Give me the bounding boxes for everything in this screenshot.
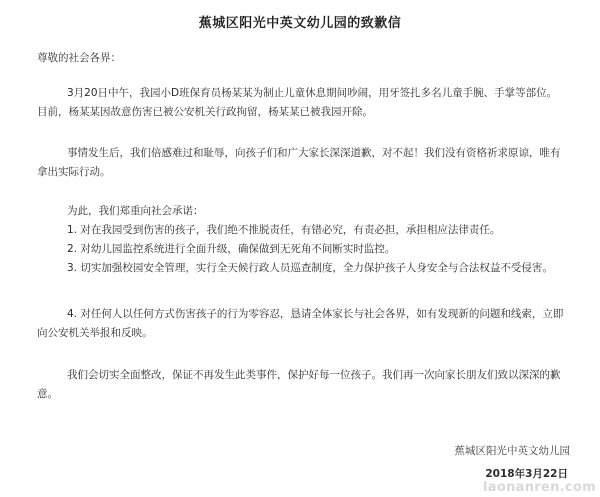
paragraph-commitment-intro: 为此，我们郑重向社会承诺： [67, 205, 204, 217]
commitment-item-3: 3. 切实加强校园安全管理，实行全天候行政人员巡查制度，全力保护孩子人身安全与合法权益不受侵害。 [67, 262, 553, 274]
letter-date: 2018年3月22日 [485, 468, 568, 480]
commitment-item-1: 1. 对在我园受到伤害的孩子，我们绝不推脱责任，有错必究，有责必担，承担相应法律责任。 [67, 224, 501, 236]
paragraph-closing: 我们会切实全面整改，保证不再发生此类事件，保护好每一位孩子。我们再一次向家长朋友们致以深深的歉意。 [37, 369, 561, 400]
watermark: laonanren.com [483, 480, 596, 495]
salutation: 尊敬的社会各界： [37, 52, 121, 64]
commitment-item-4: 4. 对任何人以任何方式伤害孩子的行为零容忍，恳请全体家长与社会各界，如有发现新的问题和线索，立即向公安机关举报和反映。 [37, 308, 564, 339]
paragraph-incident: 3月20日中午，我园小D班保育员杨某某为制止儿童休息期间吵闹，用牙签扎多名儿童手腕、手掌等部位。目前，杨某某因故意伤害已被公安机关行政拘留，杨某某已被我园开除。 [37, 87, 558, 118]
letter-title: 蕉城区阳光中英文幼儿园的致歉信 [198, 16, 402, 31]
signature: 蕉城区阳光中英文幼儿园 [454, 445, 570, 457]
paragraph-apology: 事情发生后，我们倍感难过和耻辱，向孩子们和广大家长深深道歉，对不起！我们没有资格祈求原谅，唯有拿出实际行动。 [37, 147, 561, 178]
commitment-item-2: 2. 对幼儿园监控系统进行全面升级，确保做到无死角不间断实时监控。 [67, 243, 396, 255]
